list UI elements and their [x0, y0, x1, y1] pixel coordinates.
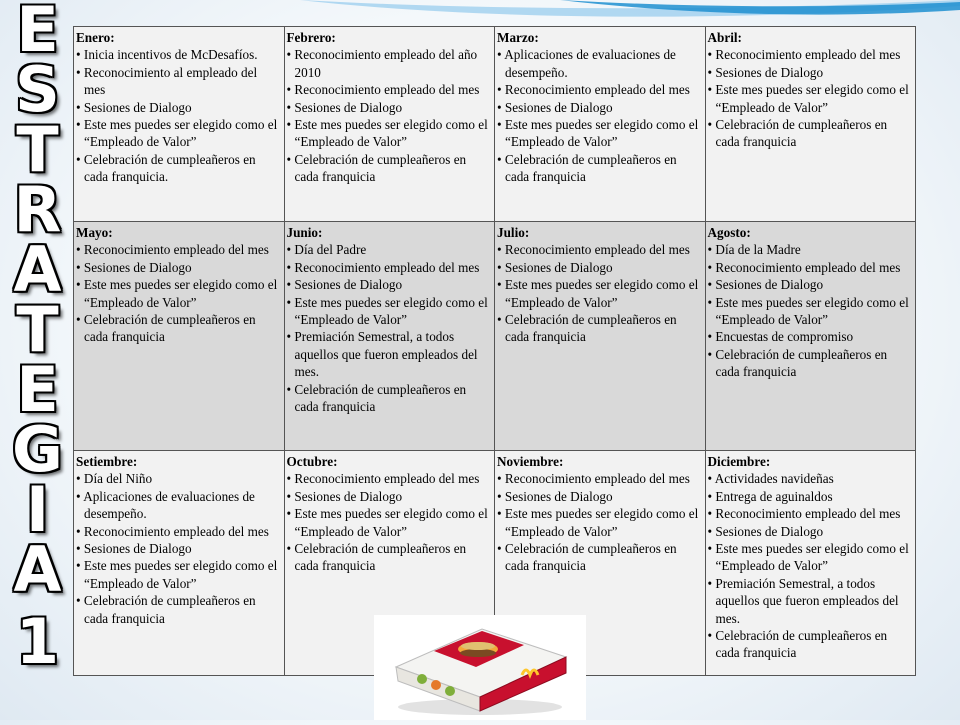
- activity-list: [497, 46, 703, 185]
- burger-box-image: [374, 615, 586, 720]
- activity-item: • Reconocimiento empleado del año 2010: [287, 46, 493, 81]
- activity-item: • Reconocimiento al empleado del mes: [76, 64, 282, 99]
- month-name: Setiembre:: [76, 454, 138, 469]
- activity-list: [287, 241, 493, 415]
- activity-item: • Sesiones de Dialogo: [497, 488, 703, 505]
- month-name: Julio:: [497, 225, 530, 240]
- activity-item: • Este mes puedes ser elegido como el “Empleado de Valor”: [76, 276, 282, 311]
- title-letter: E: [16, 0, 59, 66]
- activity-list: [76, 470, 282, 627]
- activity-item: • Celebración de cumpleañeros en cada franquicia: [497, 311, 703, 346]
- activity-item: • Este mes puedes ser elegido como el “Empleado de Valor”: [287, 505, 493, 540]
- month-cell-setiembre: [74, 451, 285, 676]
- calendar-table: [73, 26, 916, 676]
- activity-item: • Este mes puedes ser elegido como el “Empleado de Valor”: [497, 505, 703, 540]
- title-letter: I: [25, 473, 50, 546]
- activity-item: • Sesiones de Dialogo: [287, 276, 493, 293]
- activity-item: • Sesiones de Dialogo: [497, 99, 703, 116]
- activity-item: • Entrega de aguinaldos: [708, 488, 914, 505]
- title-letter: E: [16, 353, 59, 426]
- activity-item: • Encuestas de compromiso: [708, 328, 914, 345]
- title-number: 1: [15, 605, 60, 678]
- month-name: Enero:: [76, 30, 115, 45]
- month-name: Febrero:: [286, 30, 336, 45]
- activity-list: [708, 470, 914, 661]
- activity-list: [708, 241, 914, 380]
- month-name: Marzo:: [497, 30, 539, 45]
- activity-list: [287, 470, 493, 574]
- activity-item: • Sesiones de Dialogo: [287, 99, 493, 116]
- activity-item: • Este mes puedes ser elegido como el “Empleado de Valor”: [76, 116, 282, 151]
- activity-item: • Actividades navideñas: [708, 470, 914, 487]
- activity-item: • Sesiones de Dialogo: [708, 64, 914, 81]
- activity-item: • Celebración de cumpleañeros en cada franquicia: [287, 381, 493, 416]
- month-name: Junio:: [286, 225, 323, 240]
- activity-item: • Reconocimiento empleado del mes: [708, 46, 914, 63]
- activity-item: • Reconocimiento empleado del mes: [76, 523, 282, 540]
- month-name: Mayo:: [76, 225, 113, 240]
- activity-list: [497, 470, 703, 574]
- activity-item: • Reconocimiento empleado del mes: [287, 81, 493, 98]
- activity-item: • Reconocimiento empleado del mes: [708, 259, 914, 276]
- activity-item: • Celebración de cumpleañeros en cada franquicia: [497, 151, 703, 186]
- month-name: Noviembre:: [497, 454, 564, 469]
- month-name: Diciembre:: [707, 454, 771, 469]
- activity-item: • Día del Niño: [76, 470, 282, 487]
- activity-item: • Reconocimiento empleado del mes: [497, 470, 703, 487]
- title-letter: G: [12, 413, 63, 486]
- activity-item: • Reconocimiento empleado del mes: [708, 505, 914, 522]
- activity-item: • Celebración de cumpleañeros en cada franquicia: [708, 116, 914, 151]
- title-letter: A: [13, 233, 62, 306]
- activity-item: • Reconocimiento empleado del mes: [76, 241, 282, 258]
- month-cell-junio: [284, 222, 495, 451]
- activity-item: • Sesiones de Dialogo: [76, 259, 282, 276]
- activity-item: • Celebración de cumpleañeros en cada franquicia: [708, 627, 914, 662]
- activity-item: • Día de la Madre: [708, 241, 914, 258]
- month-cell-diciembre: [705, 451, 916, 676]
- month-cell-julio: [495, 222, 706, 451]
- activity-list: [76, 241, 282, 345]
- vertical-title: [0, 0, 75, 720]
- month-cell-agosto: [705, 222, 916, 451]
- title-letter: S: [15, 53, 60, 126]
- month-cell-enero: [74, 27, 285, 222]
- activity-item: • Celebración de cumpleañeros en cada franquicia: [76, 311, 282, 346]
- activity-item: • Aplicaciones de evaluaciones de desempeño.: [76, 488, 282, 523]
- activity-item: • Este mes puedes ser elegido como el “Empleado de Valor”: [708, 81, 914, 116]
- activity-item: • Celebración de cumpleañeros en cada franquicia.: [76, 151, 282, 186]
- burger-box-graphic: [374, 615, 586, 720]
- activity-item: • Celebración de cumpleañeros en cada franquicia: [708, 346, 914, 381]
- activity-item: • Día del Padre: [287, 241, 493, 258]
- calendar-row: [74, 222, 916, 451]
- month-name: Agosto:: [707, 225, 751, 240]
- month-name: Abril:: [707, 30, 742, 45]
- activity-item: • Celebración de cumpleañeros en cada franquicia: [497, 540, 703, 575]
- activity-item: • Este mes puedes ser elegido como el “Empleado de Valor”: [76, 557, 282, 592]
- activity-item: • Aplicaciones de evaluaciones de desempeño.: [497, 46, 703, 81]
- activity-list: [708, 46, 914, 150]
- month-cell-mayo: [74, 222, 285, 451]
- title-letter: R: [13, 173, 62, 246]
- title-letter: T: [16, 113, 59, 186]
- activity-list: [76, 46, 282, 185]
- activity-item: • Sesiones de Dialogo: [287, 488, 493, 505]
- activity-item: • Sesiones de Dialogo: [708, 523, 914, 540]
- activity-item: • Sesiones de Dialogo: [708, 276, 914, 293]
- activity-item: • Premiación Semestral, a todos aquellos que fueron empleados del mes.: [708, 575, 914, 627]
- activity-item: • Reconocimiento empleado del mes: [287, 470, 493, 487]
- calendar-row: [74, 27, 916, 222]
- activity-list: [497, 241, 703, 345]
- activity-item: • Este mes puedes ser elegido como el “Empleado de Valor”: [287, 116, 493, 151]
- activity-item: • Premiación Semestral, a todos aquellos que fueron empleados del mes.: [287, 328, 493, 380]
- activity-item: • Este mes puedes ser elegido como el “Empleado de Valor”: [287, 294, 493, 329]
- activity-item: • Sesiones de Dialogo: [497, 259, 703, 276]
- activity-item: • Este mes puedes ser elegido como el “Empleado de Valor”: [497, 276, 703, 311]
- activity-item: • Reconocimiento empleado del mes: [497, 81, 703, 98]
- activity-item: • Este mes puedes ser elegido como el “Empleado de Valor”: [497, 116, 703, 151]
- activity-item: • Reconocimiento empleado del mes: [287, 259, 493, 276]
- activity-item: • Sesiones de Dialogo: [76, 99, 282, 116]
- activity-item: • Este mes puedes ser elegido como el “Empleado de Valor”: [708, 294, 914, 329]
- activity-item: • Celebración de cumpleañeros en cada franquicia: [287, 540, 493, 575]
- activity-item: • Sesiones de Dialogo: [76, 540, 282, 557]
- activity-item: • Celebración de cumpleañeros en cada franquicia: [287, 151, 493, 186]
- activity-item: • Inicia incentivos de McDesafíos.: [76, 46, 282, 63]
- month-cell-marzo: [495, 27, 706, 222]
- title-letter: T: [16, 293, 59, 366]
- month-cell-abril: [705, 27, 916, 222]
- month-cell-febrero: [284, 27, 495, 222]
- month-name: Octubre:: [286, 454, 338, 469]
- activity-item: • Este mes puedes ser elegido como el “Empleado de Valor”: [708, 540, 914, 575]
- activity-item: • Celebración de cumpleañeros en cada franquicia: [76, 592, 282, 627]
- activity-item: • Reconocimiento empleado del mes: [497, 241, 703, 258]
- title-letter: A: [13, 533, 62, 606]
- activity-list: [287, 46, 493, 185]
